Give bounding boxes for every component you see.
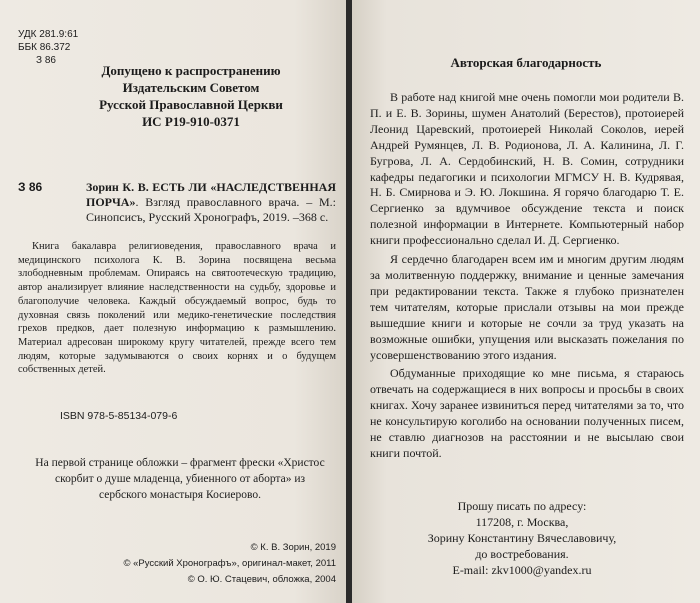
bibliographic-record: [86, 180, 336, 225]
contact-line: до востребования.: [475, 547, 569, 561]
approval-line: Издательским Советом: [122, 80, 260, 95]
contact-line: 117208, г. Москва,: [475, 515, 569, 529]
author-sign: З 86: [36, 55, 56, 66]
contact-address: [372, 498, 672, 578]
approval-line: Допущено к распространению: [101, 63, 281, 78]
right-page: [352, 0, 700, 603]
paragraph: Обдуманные приходящие ко мне письма, я стараюсь отвечать на содержащиеся в них вопросы и просьбы в своих книгах. Хочу заранее извиниться перед читателями за то, что не консультирую коголибо на основании полученных писем, не ставлю диагнозов на расстоянии и не высылаю свои книги почтой.: [370, 366, 684, 460]
contact-email: E-mail: zkv1000@yandex.ru: [452, 563, 592, 577]
approval-code: ИС Р19-910-0371: [142, 114, 240, 129]
annotation: Книга бакалавра религиоведения, православного врача и медицинского психолога К. В. Зорина посвящена весьма злободневным проблемам. Опираясь на святоотеческую традицию, автор анализирует влияние наследственности на судьбу, здоровье и благополучие человека. Каждый обсуждаемый вопрос, будь то духовная связь поколений или медико-генетические последствия грехов предков, дает полезную информацию к размышлению. Материал адресован широкому кругу читателей, прежде всего тем людям, которые задумываются о своих корнях и о будущем собственных детей.: [18, 241, 336, 376]
approval-line: Русской Православной Церкви: [99, 97, 283, 112]
copyright-line: © К. В. Зорин, 2019: [250, 542, 336, 553]
author-title: Зорин К. В. ЕСТЬ ЛИ «НАСЛЕДСТВЕННАЯ ПОРЧА»: [86, 180, 336, 209]
copyright-block: [110, 540, 336, 588]
udc-code: УДК 281.9:61: [18, 29, 79, 40]
acknowledgements-title: Авторская благодарность: [450, 55, 602, 70]
copyright-line: © О. Ю. Стацевич, обложка, 2004: [187, 574, 336, 585]
paragraph: Я сердечно благодарен всем им и многим другим людям за молитвенную поддержку, внимание и ценные замечания при редактировании текста. Также я глубоко признателен тем читателям, которые прислали отзывы на мои прежде вышедшие книги и которые не сочли за труд указать на возможные ошибки, упущения или высказать пожелания по усовершенствованию этого издания.: [370, 252, 684, 362]
call-number: З 86: [18, 180, 43, 194]
paragraph: В работе над книгой мне очень помогли мои родители В. П. и Е. В. Зорины, шумен Анатолий (Берестов), протоиерей Леонид Царевский, протоиерей Николай Соколов, иерей Андрей Румянцев, Л. В. Родионова, Л. А. Калинина, Л. Г. Бугрова, Л. А. Сердобинский, Н. В. Сомин, сотрудники кафедры педагогики и психологии МГМСУ Н. В. Кудрявая, Н. Б. Смирнова и Э. Ю. Локшина. Я горячо благодарю Т. Е. Сергиенко за вдумчивое обсуждение текста и поиск полезной информации в Интернете. Компьютерный набор книги профессионально сделал И. Д. Сергиенко.: [370, 90, 684, 248]
copyright-line: © «Русский Хронографъ», оригинал-макет, 2011: [123, 558, 336, 569]
isbn: ISBN 978-5-85134-079-6: [60, 410, 178, 422]
contact-line: Прошу писать по адресу:: [457, 499, 587, 513]
catalog-codes: [18, 28, 78, 67]
cover-note: На первой странице обложки – фрагмент фрески «Христос скорбит о душе младенца, убиенного от аборта» из сербского монастыря Косиерово.: [35, 457, 325, 501]
left-page: [0, 0, 346, 603]
bbk-code: ББК 86.372: [18, 42, 71, 53]
contact-line: Зорину Константину Вячеславовичу,: [427, 531, 617, 545]
acknowledgements-body: [370, 90, 684, 465]
biblio-details: . Взгляд православного врача. – М.: Синопсисъ, Русский Хронографъ, 2019. –368 с.: [86, 195, 336, 224]
publishing-approval: [76, 62, 306, 130]
